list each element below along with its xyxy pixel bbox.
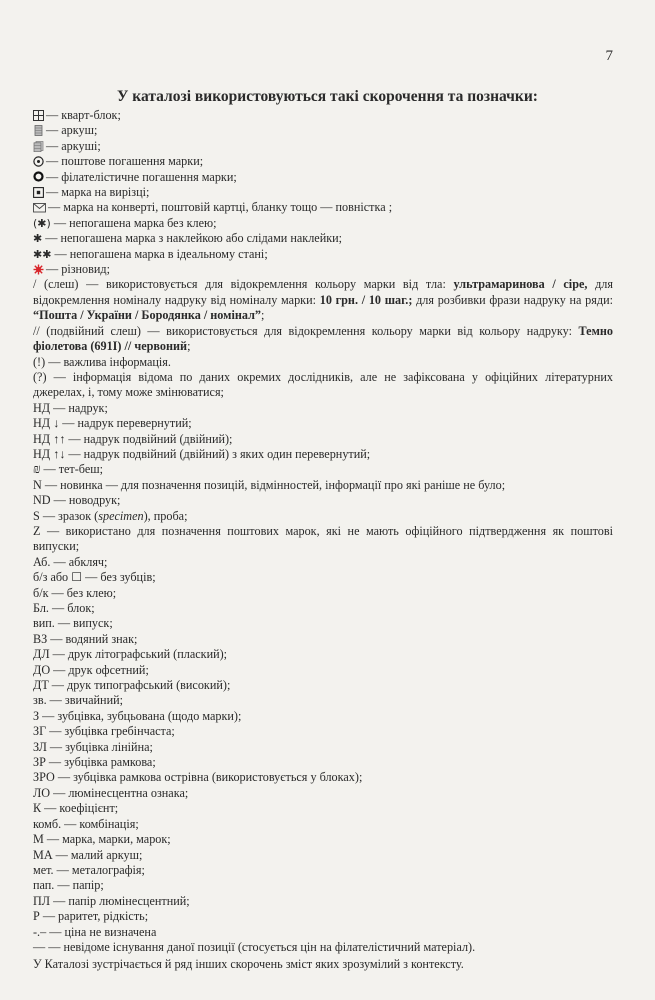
legend-text: — філателістичне погашення марки; [46,169,237,184]
legend-text: — аркуші; [46,138,101,153]
abbr-line: мет. — металографія; [33,862,145,877]
legend-text: — різновид; [46,262,111,277]
abbr-line: ₪ — тет-беш; [33,462,104,477]
quarter-block-icon [33,110,44,121]
abbr-line: М — марка, марки, марок; [33,832,171,847]
abbr-line: К — коефіцієнт; [33,801,119,816]
slash-example-color: ультрамаринова / сіре, [453,277,588,292]
slash-example-phrase: “Пошта / України / Бородянка / номінал” [33,308,262,323]
legend-sheets [33,139,613,154]
double-asterisk-symbol: ✱✱ [33,247,52,261]
abbr-line: б/к — без клею; [33,585,117,600]
legend-text: — непогашена марка в ідеальному стані; [54,246,268,261]
abbr-line: ДТ — друк типографський (високий); [33,678,231,693]
specimen-text: S — зразок ( [33,508,99,523]
abbr-line: Аб. — абкляч; [33,554,108,569]
legend-quarter-block [33,108,613,123]
abbr-line: б/з або ☐ — без зубців; [33,570,156,585]
double-slash-example: Темно фіолетова (691I) // червоний [33,323,613,354]
page-title: У каталозі використовуються такі скорочення та позначки: [117,88,538,105]
slash-text: для розбивки фрази надруку на ряди: [412,292,613,307]
philatelic-cancel-icon [33,171,44,182]
abbr-line: З — зубцівка, зубцьована (щодо марки); [33,708,242,723]
z-paragraph: Z — використано для позначення поштових марок, які не мають офіційного підтвердження як поштові випуски; [33,523,613,554]
double-slash-paragraph [33,324,613,355]
abbr-line: ЛО — люмінесцентна ознака; [33,785,189,800]
question-paragraph: (?) — інформація відома по даних окремих дослідників, але не зафіксована у офіційних літературних джерелах, і, тому може змінюватися; [33,369,613,400]
double-slash-text: ; [187,339,191,354]
legend-envelope [33,200,613,215]
abbr-line: ЗР — зубцівка рамкова; [33,755,156,770]
postal-cancel-icon [33,156,44,167]
abbr-line: комб. — комбінація; [33,816,139,831]
specimen-text: ), проба; [143,508,188,523]
legend-on-piece [33,185,613,200]
abbr-line: ЗГ — зубцівка гребінчаста; [33,724,175,739]
legend-unused-no-gum [33,216,613,231]
abbr-line: -.– — ціна не визначена [33,924,157,939]
closing-note: У Каталозі зустрічається й ряд інших скорочень зміст яких зрозумілий з контексту. [33,957,464,972]
asterisk-symbol: ✱ [33,232,43,246]
abbr-line: ЗРО — зубцівка рамкова острівна (використовується у блоках); [33,770,363,785]
abbr-line: НД ↑↓ — надрук подвійний (двійний) з яких один перевернутий; [33,446,371,461]
abbr-line: ЗЛ — зубцівка лінійна; [33,739,153,754]
sheets-icon [33,141,44,152]
legend-unused-hinged [33,231,613,246]
abbr-line: пап. — папір; [33,878,104,893]
important-note: (!) — важлива інформація. [33,354,171,369]
asterisk-symbol: (✱) [33,216,51,230]
abbr-line: ND — новодрук; [33,493,121,508]
on-piece-icon [33,187,44,198]
abbr-line: ПЛ — папір люмінесцентний; [33,893,190,908]
legend-variety [33,262,613,277]
slash-text: ; [261,308,265,323]
legend-text: — непогашена марка без клею; [53,215,217,230]
variety-icon [33,264,44,275]
abbr-line: Р — раритет, рідкість; [33,909,149,924]
envelope-icon [33,202,46,213]
slash-text: / (слеш) — використовується для відокремлення кольору марки від тла: [33,277,454,292]
slash-text: для відокремлення номіналу надруку від номіналу марки: [33,277,613,307]
legend-philatelic-cancel [33,170,613,185]
legend-unused-mint [33,247,613,262]
sheet-icon [33,125,44,136]
specimen-italic: specimen [98,508,144,523]
abbr-line: НД ↑↑ — надрук подвійний (двійний); [33,431,233,446]
abbr-line: ДЛ — друк літографський (плаский); [33,647,228,662]
abbr-line: НД — надрук; [33,400,108,415]
legend-postal-cancel [33,154,613,169]
legend-text: — непогашена марка з наклейкою або слідами наклейки; [45,231,343,246]
abbreviations-list [33,108,613,973]
abbr-line: НД ↓ — надрук перевернутий; [33,416,192,431]
legend-text: — аркуш; [46,123,98,138]
legend-text: — марка на вирізці; [46,185,150,200]
page-number: 7 [605,48,613,64]
abbr-line: ВЗ — водяний знак; [33,631,138,646]
legend-text: — марка на конверті, поштовій картці, бланку тощо — повністка ; [48,200,393,215]
abbr-line: Бл. — блок; [33,601,95,615]
legend-text: — кварт-блок; [46,108,121,122]
slash-example-value: 10 грн. / 10 шаг.; [319,292,413,307]
abbr-line: N — новинка — для позначення позицій, відмінностей, інформації про які раніше не було; [33,477,506,492]
legend-sheet [33,123,613,138]
legend-text: — поштове погашення марки; [46,154,204,169]
slash-paragraph [33,277,613,323]
specimen-line [33,509,613,524]
abbr-line: зв. — звичайний; [33,693,124,708]
abbr-line: — — невідоме існування даної позиції (стосується цін на філателістичний матеріал). [33,939,476,954]
abbr-line: вип. — випуск; [33,616,113,631]
double-slash-text: // (подвійний слеш) — використовується для відокремлення кольору марки від кольору надруку: [33,323,579,338]
abbr-line: ДО — друк офсетний; [33,662,149,677]
abbr-line: МА — малий аркуш; [33,847,143,862]
